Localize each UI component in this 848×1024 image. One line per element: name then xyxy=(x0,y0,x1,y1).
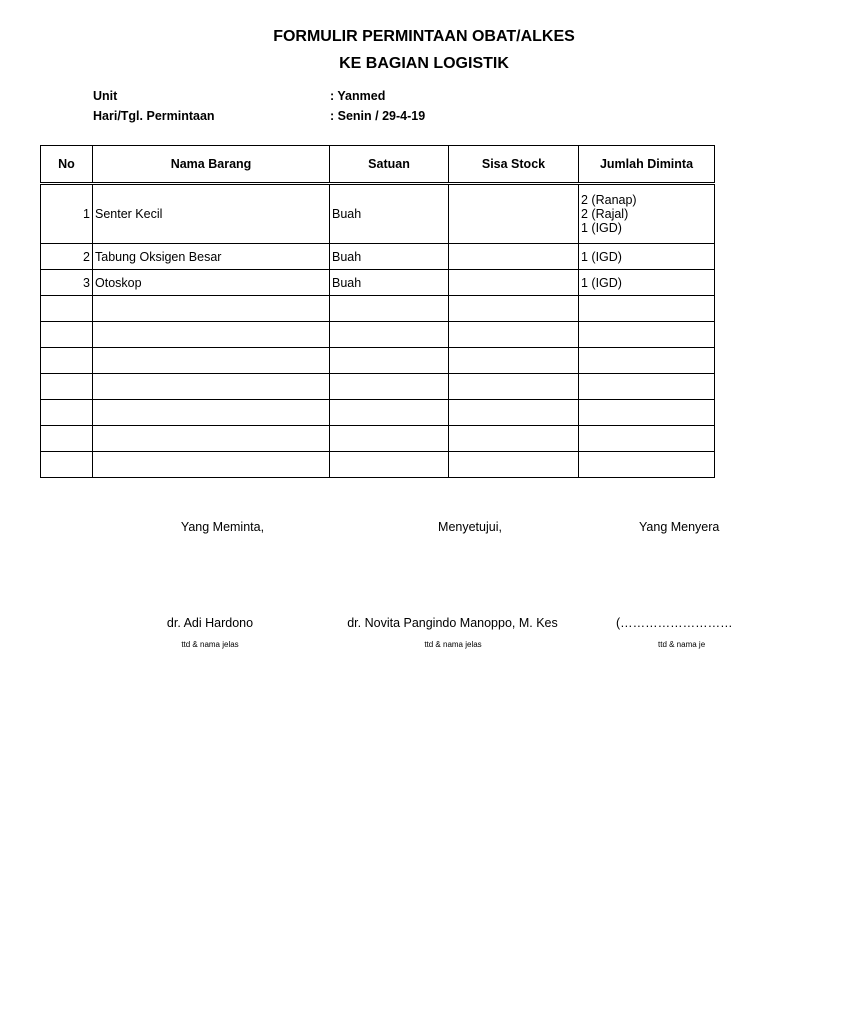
requester-role: Yang Meminta, xyxy=(180,520,265,534)
qty-line: 2 (Rajal) xyxy=(581,207,629,221)
form-title: FORMULIR PERMINTAAN OBAT/ALKES xyxy=(273,28,575,45)
cell-qty xyxy=(579,184,715,244)
deliverer-role: Yang Menyera xyxy=(639,520,720,534)
qty-line: 1 (IGD) xyxy=(581,221,622,235)
empty-row xyxy=(41,374,715,400)
empty-row xyxy=(41,400,715,426)
requester-note: ttd & nama jelas xyxy=(181,640,239,649)
header-name: Nama Barang xyxy=(93,146,330,184)
empty-row xyxy=(41,426,715,452)
deliverer-name: (……………………… xyxy=(616,616,733,630)
table-row xyxy=(41,184,715,244)
request-table xyxy=(40,145,715,478)
cell-unit: Buah xyxy=(330,184,449,244)
header-unit: Satuan xyxy=(330,146,449,184)
unit-label: Unit xyxy=(93,89,118,103)
approver-note: ttd & nama jelas xyxy=(424,640,482,649)
table-row xyxy=(41,270,715,296)
cell-no: 1 xyxy=(41,184,93,244)
cell-no: 2 xyxy=(41,244,93,270)
cell-stock xyxy=(449,270,579,296)
cell-name: Senter Kecil xyxy=(93,184,330,244)
unit-value: : Yanmed xyxy=(330,89,386,103)
cell-no: 3 xyxy=(41,270,93,296)
form-subtitle: KE BAGIAN LOGISTIK xyxy=(339,55,509,72)
cell-name: Otoskop xyxy=(93,270,330,296)
empty-row xyxy=(41,322,715,348)
deliverer-note: ttd & nama je xyxy=(658,640,706,649)
cell-unit: Buah xyxy=(330,244,449,270)
requester-name: dr. Adi Hardono xyxy=(166,616,254,630)
empty-row xyxy=(41,296,715,322)
cell-stock xyxy=(449,244,579,270)
table-row xyxy=(41,244,715,270)
cell-name: Tabung Oksigen Besar xyxy=(93,244,330,270)
approver-name: dr. Novita Pangindo Manoppo, M. Kes xyxy=(347,616,558,630)
date-value: : Senin / 29-4-19 xyxy=(330,109,426,123)
cell-qty: 1 (IGD) xyxy=(579,270,715,296)
table-header-row xyxy=(41,146,715,184)
header-no: No xyxy=(41,146,93,184)
approver-role: Menyetujui, xyxy=(438,520,502,534)
empty-row xyxy=(41,348,715,374)
header-stock: Sisa Stock xyxy=(449,146,579,184)
cell-unit: Buah xyxy=(330,270,449,296)
empty-row xyxy=(41,452,715,478)
qty-line: 2 (Ranap) xyxy=(581,193,637,207)
header-qty: Jumlah Diminta xyxy=(579,146,715,184)
date-label: Hari/Tgl. Permintaan xyxy=(93,109,215,123)
cell-stock xyxy=(449,184,579,244)
cell-qty: 1 (IGD) xyxy=(579,244,715,270)
